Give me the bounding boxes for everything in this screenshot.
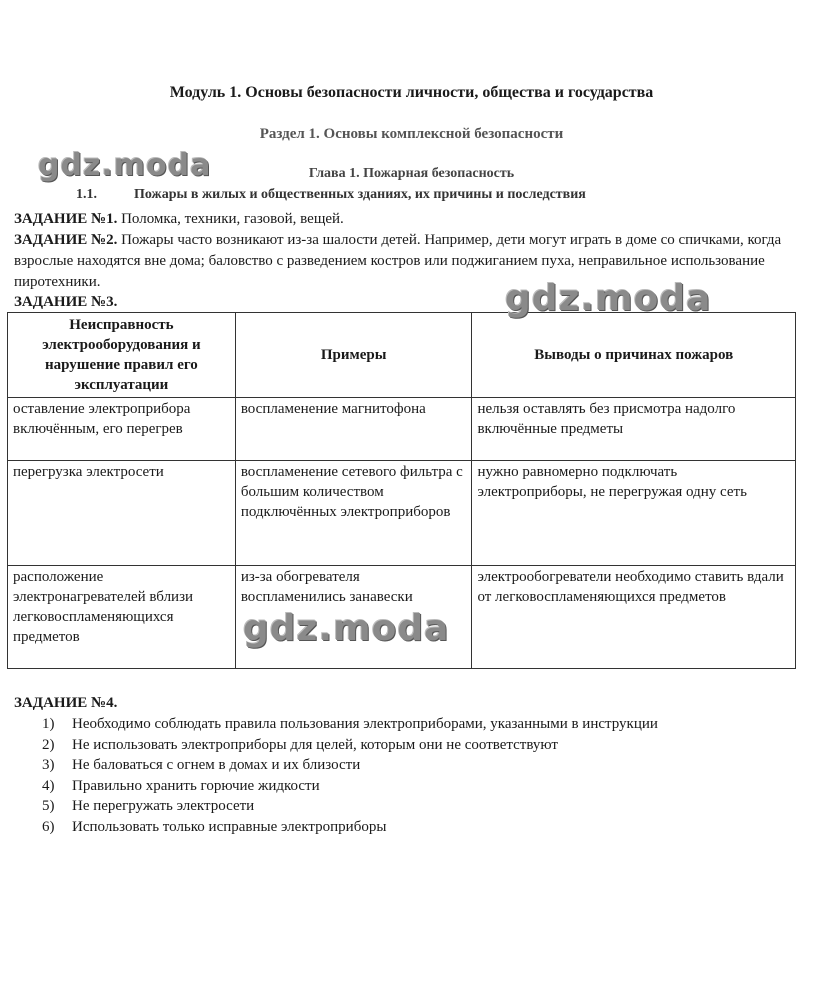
table-header-cell: Неисправность электрооборудования и нарушение правил его эксплуатации: [8, 313, 236, 398]
task-4-list: [14, 714, 714, 837]
chapter-title: Глава 1. Пожарная безопасность: [308, 166, 515, 181]
table-row: [8, 398, 796, 461]
list-item: [14, 796, 714, 817]
watermark: gdz.moda: [505, 278, 712, 319]
topic-number: 1.1.: [76, 187, 97, 202]
list-item-number: 1): [42, 716, 55, 732]
topic-title: Пожары в жилых и общественных зданиях, их причины и последствия: [134, 187, 586, 202]
topic-heading: [76, 187, 586, 203]
list-item-text: Не использовать электроприборы для целей, которым они не соответствуют: [72, 736, 558, 753]
list-item-number: 6): [42, 818, 55, 835]
list-item-number: 2): [42, 736, 55, 753]
list-item: [14, 714, 714, 735]
list-item: [14, 776, 714, 797]
task-1-text: Поломка, техники, газовой, вещей.: [117, 211, 344, 227]
table-header-row: [8, 313, 796, 398]
list-item-text: Не баловаться с огнем в домах и их близости: [72, 757, 361, 773]
task-4: [14, 693, 784, 714]
list-item-number: 4): [42, 777, 55, 794]
task-2-text: Пожары часто возникают из-за шалости детей. Например, дети могут играть в доме со спичками, когда взрослые находятся вне дома; баловство с разведением костров или поджиганием пуха, неправильное использование пиротехники.: [14, 232, 782, 290]
list-item: [14, 817, 714, 838]
module-title: Модуль 1. Основы безопасности личности, общества и государства: [169, 84, 654, 101]
table-row: [8, 461, 796, 566]
task-3-label: ЗАДАНИЕ №3.: [14, 294, 118, 310]
table-cell: электрообогреватели необходимо ставить вдали от легковоспламеняющихся предметов: [472, 566, 796, 669]
task-2-label: ЗАДАНИЕ №2.: [14, 232, 118, 248]
table-cell: перегрузка электросети: [8, 461, 236, 566]
task-4-label: ЗАДАНИЕ №4.: [14, 695, 118, 711]
table-cell: воспламенение магнитофона: [235, 398, 472, 461]
task-1-label: ЗАДАНИЕ №1.: [14, 211, 118, 227]
list-item-number: 5): [42, 798, 55, 814]
list-item-text: Не перегружать электросети: [72, 798, 255, 814]
list-item-text: Правильно хранить горючие жидкости: [72, 777, 320, 794]
watermark: gdz.moda: [243, 608, 450, 649]
list-item-number: 3): [42, 757, 55, 773]
table-cell: воспламенение сетевого фильтра с большим количеством подключённых электроприборов: [235, 461, 472, 566]
table-cell: оставление электроприбора включённым, его перегрев: [8, 398, 236, 461]
table-cell: из-за обогревателя воспламенились занавески: [235, 566, 472, 669]
table-cell: нужно равномерно подключать электроприборы, не перегружая одну сеть: [472, 461, 796, 566]
watermark: gdz.moda: [38, 148, 212, 183]
list-item-text: Необходимо соблюдать правила пользования электроприборами, указанными в инструкции: [72, 716, 658, 732]
table-cell: расположение электронагревателей вблизи легковоспламеняющихся предметов: [8, 566, 236, 669]
table-header-cell: Выводы о причинах пожаров: [472, 313, 796, 398]
list-item-text: Использовать только исправные электроприборы: [72, 818, 387, 835]
list-item: [14, 735, 714, 756]
task-1: [14, 209, 784, 230]
table-header-cell: Примеры: [235, 313, 472, 398]
list-item: [14, 755, 714, 776]
table-cell: нельзя оставлять без присмотра надолго включённые предметы: [472, 398, 796, 461]
section-title: Раздел 1. Основы комплексной безопасности: [259, 126, 564, 142]
